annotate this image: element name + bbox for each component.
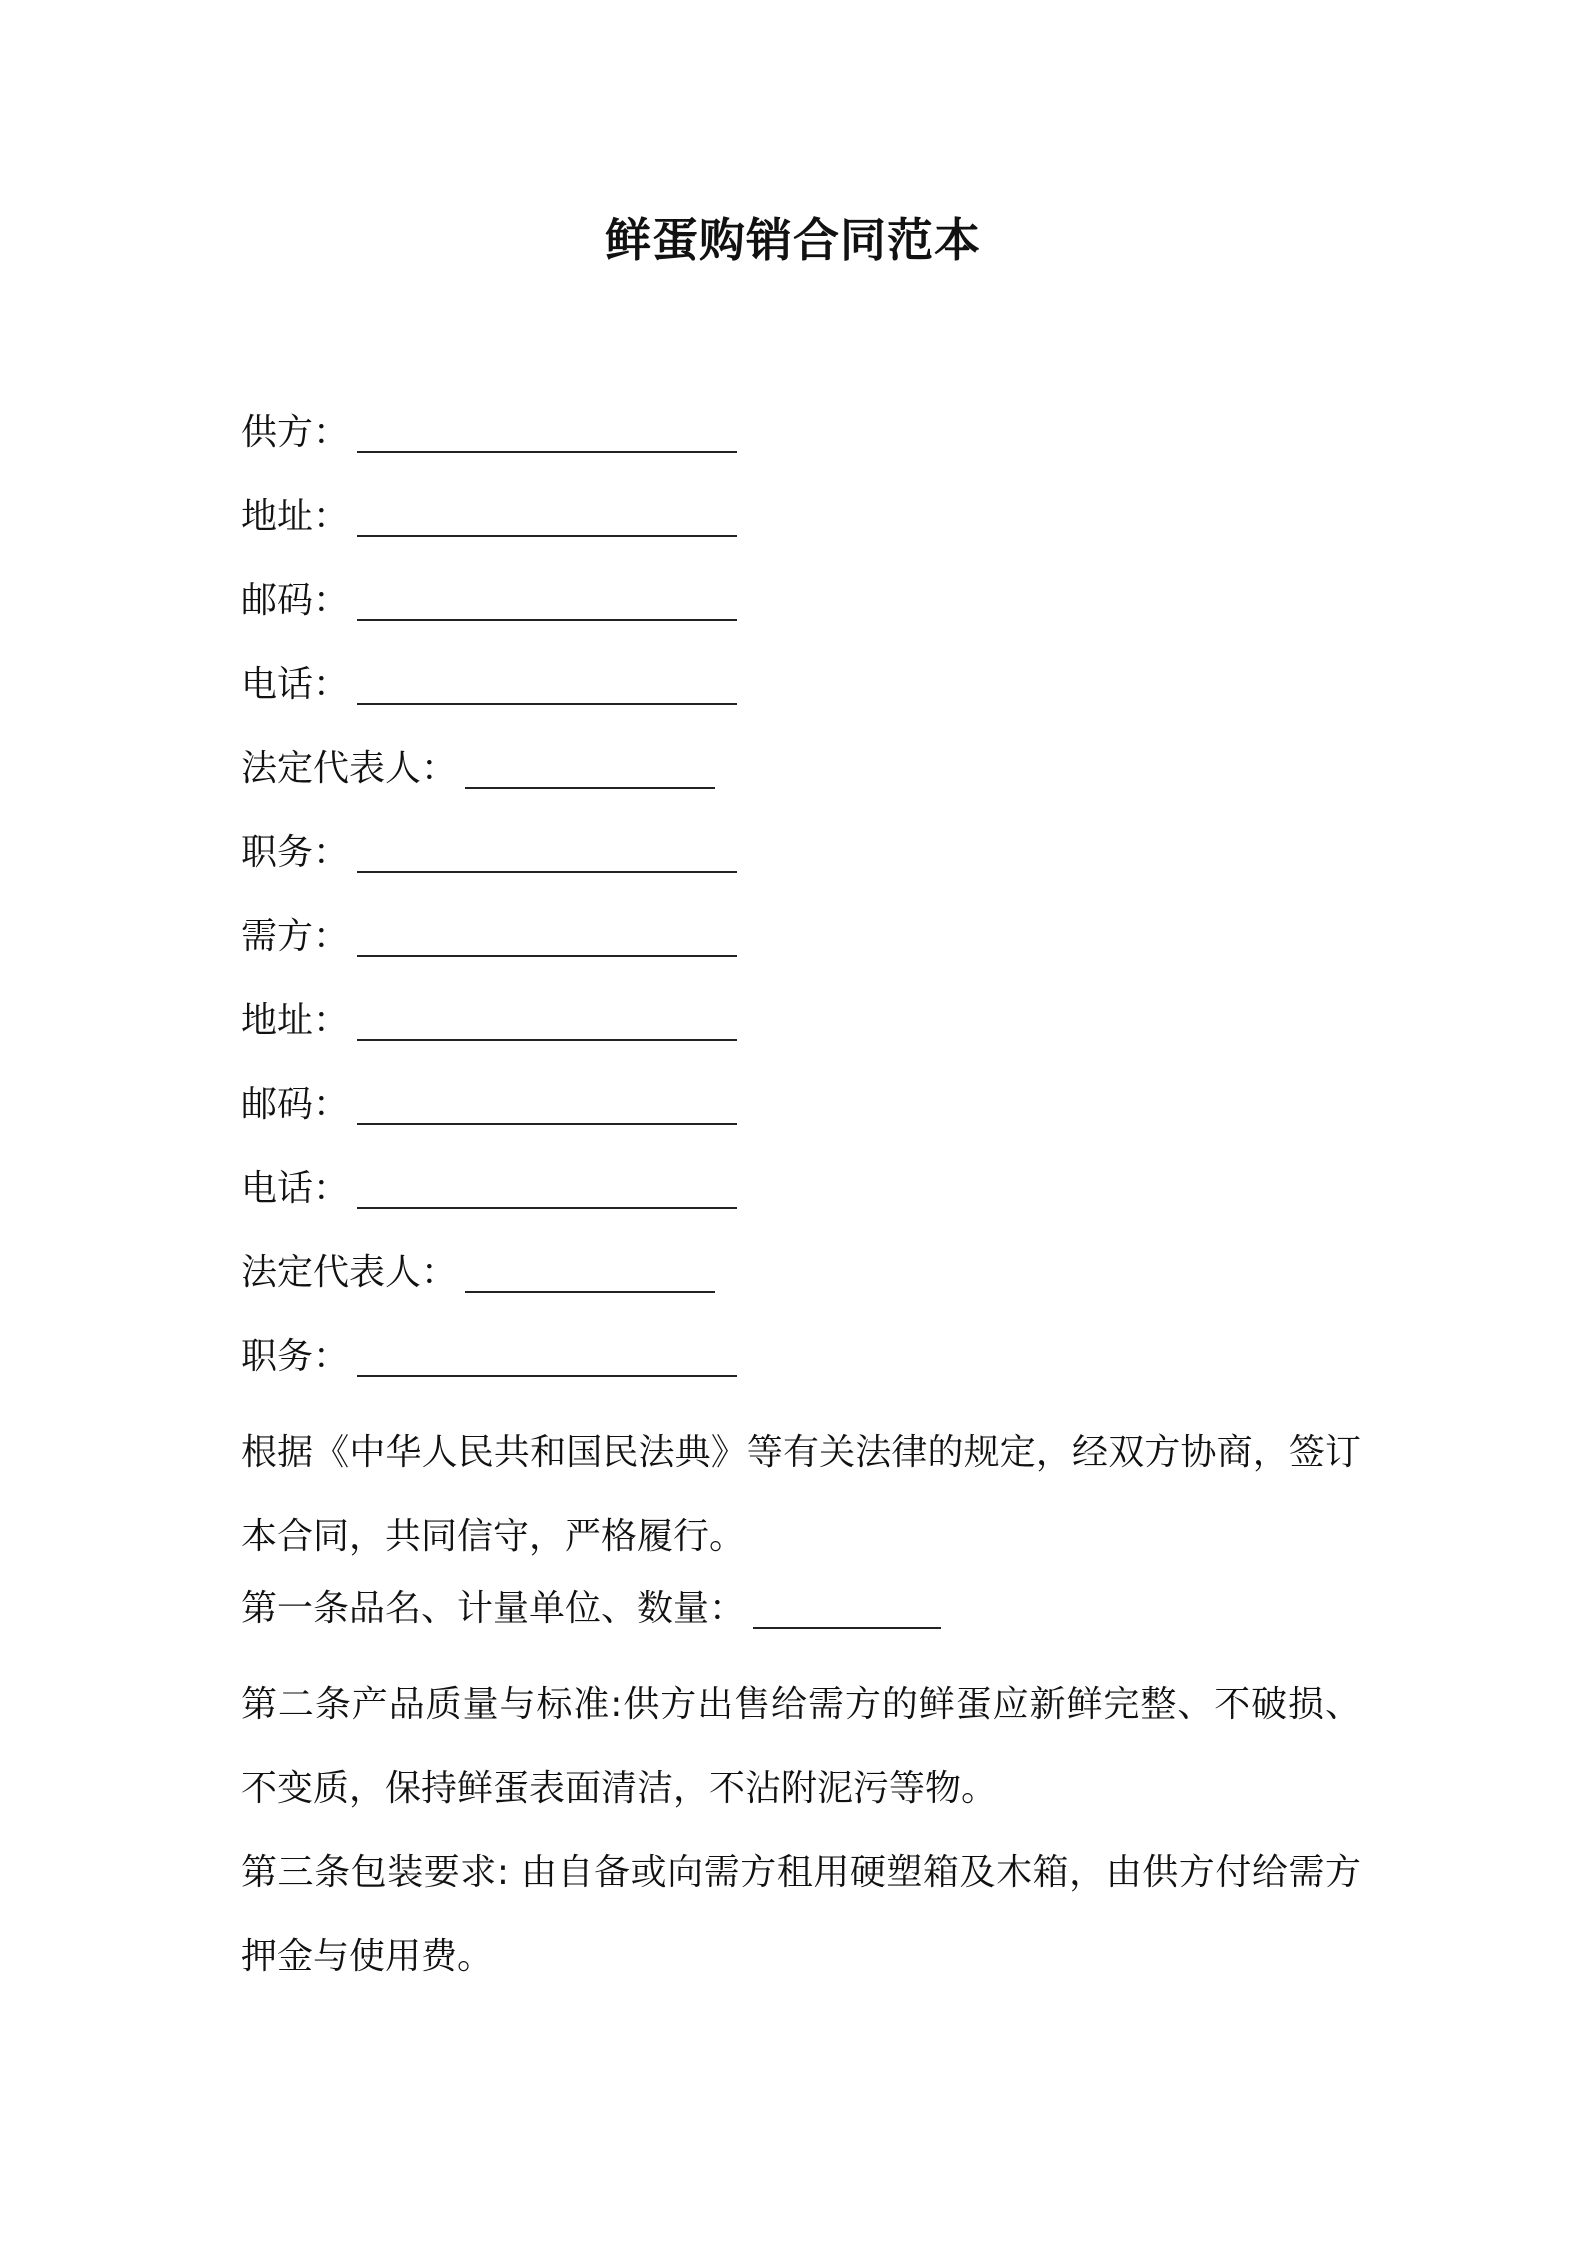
article1-label: 第一条品名、计量单位、数量： — [241, 1588, 746, 1629]
article1-field — [241, 1579, 1361, 1663]
document-title: 鲜蛋购销合同范本 — [605, 213, 981, 267]
supplier-phone-label: 电话： — [241, 664, 350, 705]
buyer-phone-blank[interactable] — [357, 1169, 737, 1209]
article2-paragraph: 第二条产品质量与标准:供方出售给需方的鲜蛋应新鲜完整、不破损、不变质，保持鲜蛋表面清洁，不沾附泥污等物。 — [241, 1684, 1361, 1809]
supplier-postcode-field — [241, 571, 1361, 655]
buyer-party-blank[interactable] — [357, 917, 737, 957]
preamble-paragraph: 根据《中华人民共和国民法典》等有关法律的规定，经双方协商，签订本合同，共同信守，严格履行。 — [241, 1432, 1361, 1557]
buyer-address-blank[interactable] — [357, 1001, 737, 1041]
supplier-position-blank[interactable] — [357, 833, 737, 873]
supplier-phone-blank[interactable] — [357, 665, 737, 705]
buyer-postcode-label: 邮码： — [241, 1084, 350, 1125]
supplier-party-blank[interactable] — [357, 413, 737, 453]
supplier-position-field — [241, 823, 1361, 907]
supplier-address-blank[interactable] — [357, 497, 737, 537]
buyer-position-blank[interactable] — [357, 1337, 737, 1377]
supplier-postcode-label: 邮码： — [241, 580, 350, 621]
supplier-address-label: 地址： — [241, 496, 350, 537]
supplier-legal-rep-label: 法定代表人： — [241, 748, 458, 789]
buyer-party-field — [241, 907, 1361, 991]
article3-paragraph: 第三条包装要求: 由自备或向需方租用硬塑箱及木箱，由供方付给需方押金与使用费。 — [241, 1852, 1361, 1977]
buyer-postcode-field — [241, 1075, 1361, 1159]
buyer-legal-rep-blank[interactable] — [465, 1253, 715, 1293]
supplier-position-label: 职务： — [241, 832, 350, 873]
supplier-address-field — [241, 487, 1361, 571]
buyer-legal-rep-field — [241, 1243, 1361, 1327]
buyer-legal-rep-label: 法定代表人： — [241, 1252, 458, 1293]
buyer-party-label: 需方： — [241, 916, 350, 957]
buyer-address-field — [241, 991, 1361, 1075]
buyer-phone-field — [241, 1159, 1361, 1243]
buyer-position-label: 职务： — [241, 1336, 350, 1377]
supplier-party-field — [241, 403, 1361, 487]
buyer-position-field — [241, 1327, 1361, 1411]
buyer-phone-label: 电话： — [241, 1168, 350, 1209]
supplier-postcode-blank[interactable] — [357, 581, 737, 621]
supplier-legal-rep-blank[interactable] — [465, 749, 715, 789]
supplier-phone-field — [241, 655, 1361, 739]
article1-blank[interactable] — [753, 1589, 941, 1629]
buyer-address-label: 地址： — [241, 1000, 350, 1041]
contract-body — [241, 403, 1361, 1999]
supplier-party-label: 供方： — [241, 412, 350, 453]
buyer-postcode-blank[interactable] — [357, 1085, 737, 1125]
supplier-legal-rep-field — [241, 739, 1361, 823]
